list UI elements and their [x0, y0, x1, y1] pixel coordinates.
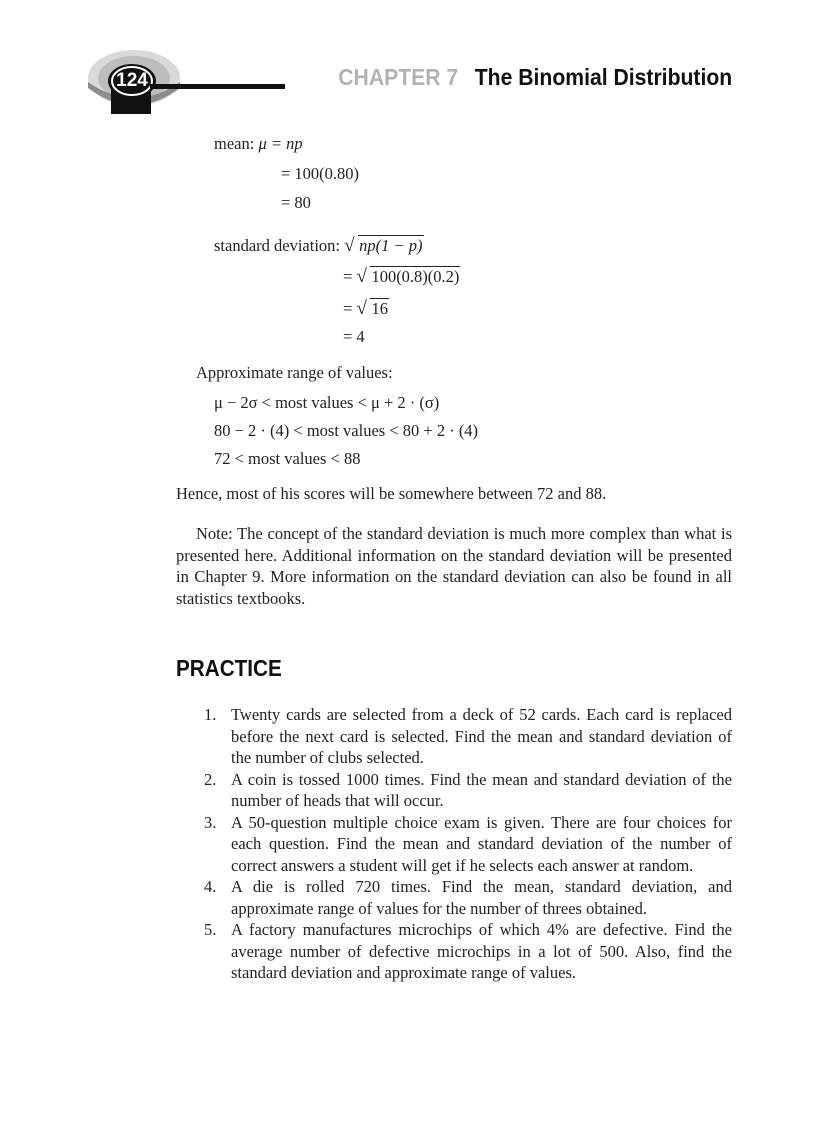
note-paragraph: Note: The concept of the standard deviation is much more complex than what is presented here. Additional information on the standard deviation will be presented in Chapter 9. More information on the standard deviation can also be found in all statistics textbooks.: [176, 524, 732, 608]
sd-line-2-eq: =: [343, 267, 353, 286]
mean-label: mean:: [214, 134, 255, 153]
practice-item-number: 5.: [204, 920, 217, 939]
sd-line-3-radicand: 16: [371, 299, 388, 318]
range-heading: Approximate range of values:: [196, 363, 393, 382]
practice-item-number: 4.: [204, 877, 217, 896]
range-line-3: 72 < most values < 88: [214, 449, 361, 468]
practice-item: [176, 812, 732, 877]
practice-item: [176, 704, 732, 769]
sd-line-3-sqrt: √ 16: [356, 298, 388, 319]
header-rule: [150, 84, 285, 89]
page-number: 124: [116, 70, 148, 91]
sd-line-2-sqrt: √ 100(0.8)(0.2): [356, 266, 460, 287]
practice-item-text: A factory manufactures microchips of which 4% are defective. Find the average number of defective microchips in a lot of 500. Also, find the standard deviation and approximate range of values.: [231, 920, 732, 982]
practice-item-text: A die is rolled 720 times. Find the mean, standard deviation, and approximate range of values for the number of threes obtained.: [231, 877, 732, 918]
sd-line-4: = 4: [343, 327, 365, 346]
practice-item: [176, 876, 732, 919]
chapter-label: CHAPTER 7: [338, 64, 458, 90]
practice-item-number: 1.: [204, 705, 217, 724]
sd-label: standard deviation:: [214, 236, 341, 255]
mean-line-2: = 100(0.80): [281, 164, 360, 183]
mean-formula: μ = np: [258, 134, 303, 153]
range-line-2: 80 − 2 · (4) < most values < 80 + 2 · (4): [214, 421, 479, 440]
mean-line-3: = 80: [281, 193, 311, 212]
chapter-title: The Binomial Distribution: [474, 64, 732, 90]
practice-list: [176, 704, 732, 984]
practice-item-text: A coin is tossed 1000 times. Find the mean and standard deviation of the number of heads that will occur.: [231, 769, 732, 810]
practice-item-number: 3.: [204, 812, 217, 832]
practice-item-number: 2.: [204, 769, 217, 789]
sd-formula: np(1 − p): [359, 236, 423, 255]
practice-item: [176, 919, 732, 984]
practice-heading: PRACTICE: [176, 655, 282, 681]
conclusion-paragraph: Hence, most of his scores will be somewhere between 72 and 88.: [176, 484, 607, 503]
page-header: [0, 0, 816, 130]
sd-formula-sqrt: √ np(1 − p): [344, 235, 423, 256]
sd-line-1: [214, 235, 424, 257]
sd-line-3: [343, 298, 389, 320]
mean-line-1: [214, 133, 303, 155]
sd-line-2: [343, 266, 460, 288]
sd-line-3-eq: =: [343, 299, 353, 318]
practice-item-text: Twenty cards are selected from a deck of 52 cards. Each card is replaced before the next card is selected. Find the mean and standard deviation of the number of clubs selected.: [231, 705, 732, 767]
practice-item: [176, 769, 732, 812]
range-line-1: μ − 2σ < most values < μ + 2 · (σ): [214, 393, 440, 412]
running-header: [338, 64, 732, 91]
practice-item-text: A 50-question multiple choice exam is given. There are four choices for each question. Find the mean and standard deviation of the number of correct answers a student will get if he selects each answer at random.: [231, 812, 732, 875]
sd-line-2-radicand: 100(0.8)(0.2): [371, 267, 460, 286]
